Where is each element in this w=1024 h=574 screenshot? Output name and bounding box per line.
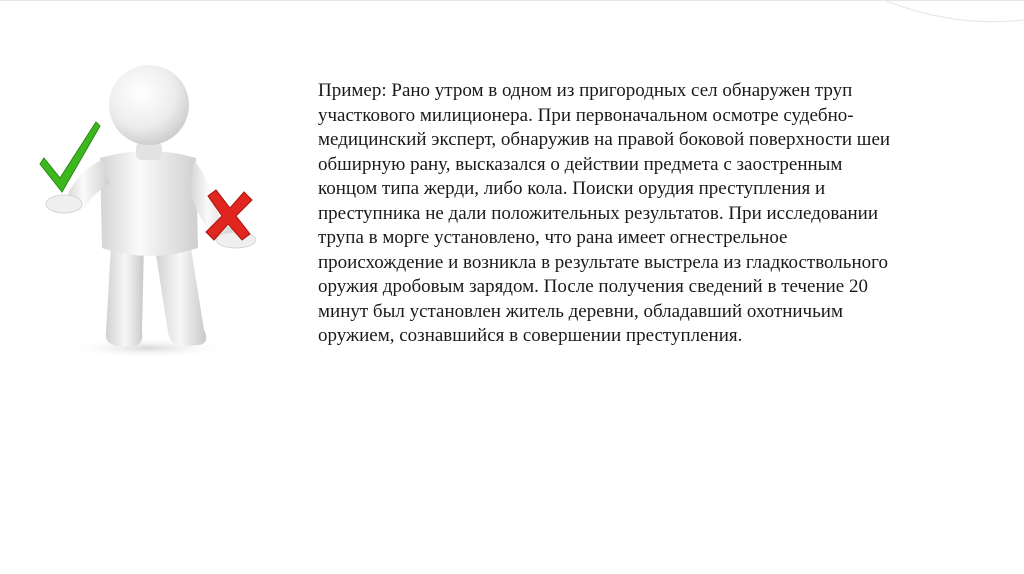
corner-decoration xyxy=(884,0,1024,40)
text-line: Пример: Рано утром в одном из пригородных сел обнаружен труп xyxy=(318,80,853,101)
text-line: медицинский эксперт, обнаружив на правой боковой поверхности шеи xyxy=(318,129,891,150)
example-text xyxy=(318,79,978,349)
person-figure xyxy=(30,60,270,370)
top-border-line xyxy=(0,0,1024,1)
text-line: оружия дробовым зарядом. После получения сведений в течение 20 xyxy=(318,276,868,297)
text-line: обширную рану, высказался о действии предмета с заостренным xyxy=(318,153,843,175)
text-line: концом типа жерди, либо кола. Поиски орудия преступления и xyxy=(318,178,826,199)
text-line: минут был установлен житель деревни, обладавший охотничьим xyxy=(318,300,843,322)
text-line: происхождение и возникла в результате выстрела из гладкоствольного xyxy=(318,251,888,273)
text-line: преступника не дали положительных результатов. При исследовании xyxy=(318,202,879,224)
text-line: участкового милиционера. При первоначальном осмотре судебно- xyxy=(318,104,854,126)
text-line: оружием, сознавшийся в совершении преступления. xyxy=(318,325,743,346)
text-line: трупа в морге установлено, что рана имеет огнестрельное xyxy=(318,227,788,248)
